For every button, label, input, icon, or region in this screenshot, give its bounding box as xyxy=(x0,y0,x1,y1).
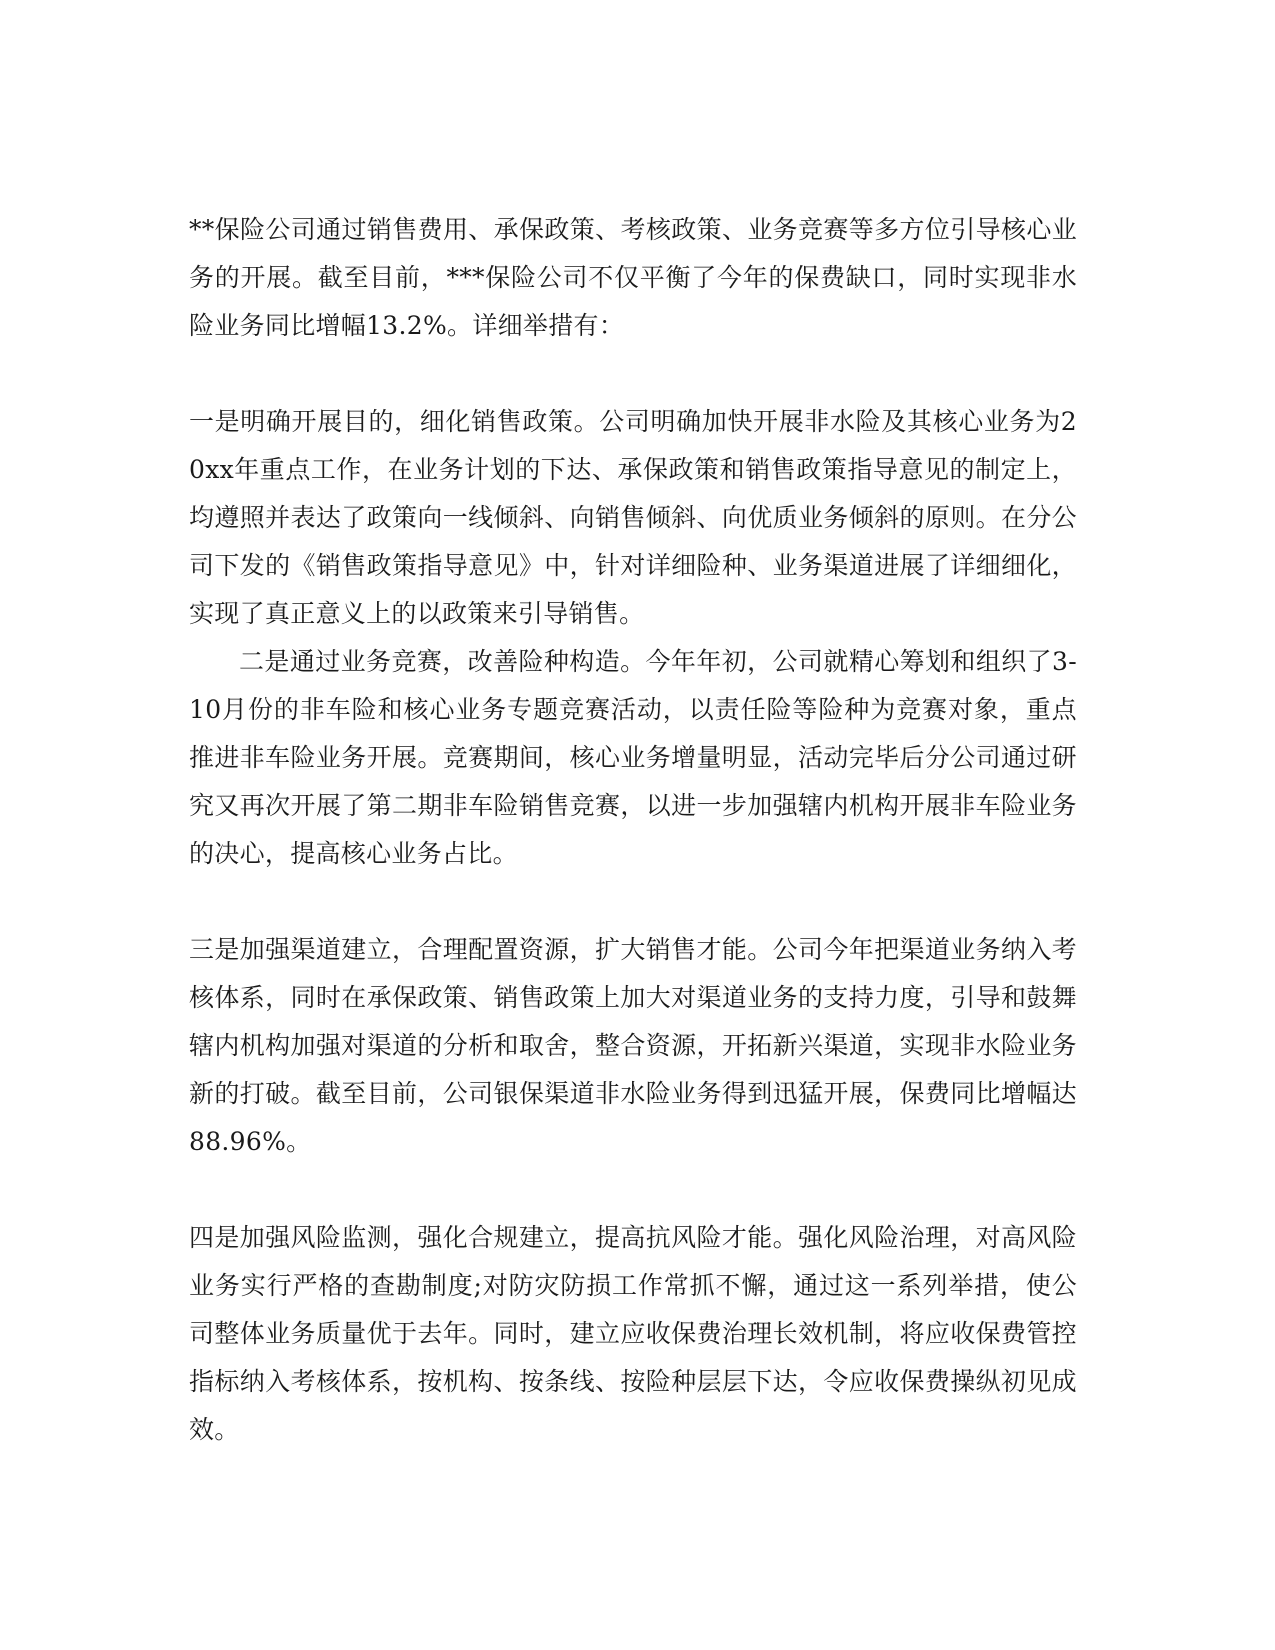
paragraph-measure-2: 二是通过业务竞赛，改善险种构造。今年年初，公司就精心筹划和组织了3-10月份的非车险和核心业务专题竞赛活动，以责任险等险种为竞赛对象，重点推进非车险业务开展。竞赛期间，核心业务增量明显，活动完毕后分公司通过研究又再次开展了第二期非车险销售竞赛，以进一步加强辖内机构开展非车险业务的决心，提高核心业务占比。 xyxy=(189,647,1077,868)
paragraph-measure-3: 三是加强渠道建立，合理配置资源，扩大销售才能。公司今年把渠道业务纳入考核体系，同时在承保政策、销售政策上加大对渠道业务的支持力度，引导和鼓舞辖内机构加强对渠道的分析和取舍，整合资源，开拓新兴渠道，实现非水险业务新的打破。截至目前，公司银保渠道非水险业务得到迅猛开展，保费同比增幅达88.96%。 xyxy=(189,935,1077,1156)
paragraph-measure-4: 四是加强风险监测，强化合规建立，提高抗风险才能。强化风险治理，对高风险业务实行严格的查勘制度;对防灾防损工作常抓不懈，通过这一系列举措，使公司整体业务质量优于去年。同时，建立应收保费治理长效机制，将应收保费管控指标纳入考核体系，按机构、按条线、按险种层层下达，令应收保费操纵初见成效。 xyxy=(189,1223,1077,1444)
paragraph-spacer xyxy=(189,1166,1077,1214)
document-body xyxy=(189,206,1077,1454)
paragraph-measure-1: 一是明确开展目的，细化销售政策。公司明确加快开展非水险及其核心业务为20xx年重点工作，在业务计划的下达、承保政策和销售政策指导意见的制定上，均遵照并表达了政策向一线倾斜、向销售倾斜、向优质业务倾斜的原则。在分公司下发的《销售政策指导意见》中，针对详细险种、业务渠道进展了详细细化，实现了真正意义上的以政策来引导销售。 xyxy=(189,407,1077,628)
paragraph-spacer xyxy=(189,350,1077,398)
paragraph-spacer xyxy=(189,878,1077,926)
paragraph-intro: **保险公司通过销售费用、承保政策、考核政策、业务竞赛等多方位引导核心业务的开展。截至目前，***保险公司不仅平衡了今年的保费缺口，同时实现非水险业务同比增幅13.2%。详细举措有： xyxy=(189,215,1077,340)
